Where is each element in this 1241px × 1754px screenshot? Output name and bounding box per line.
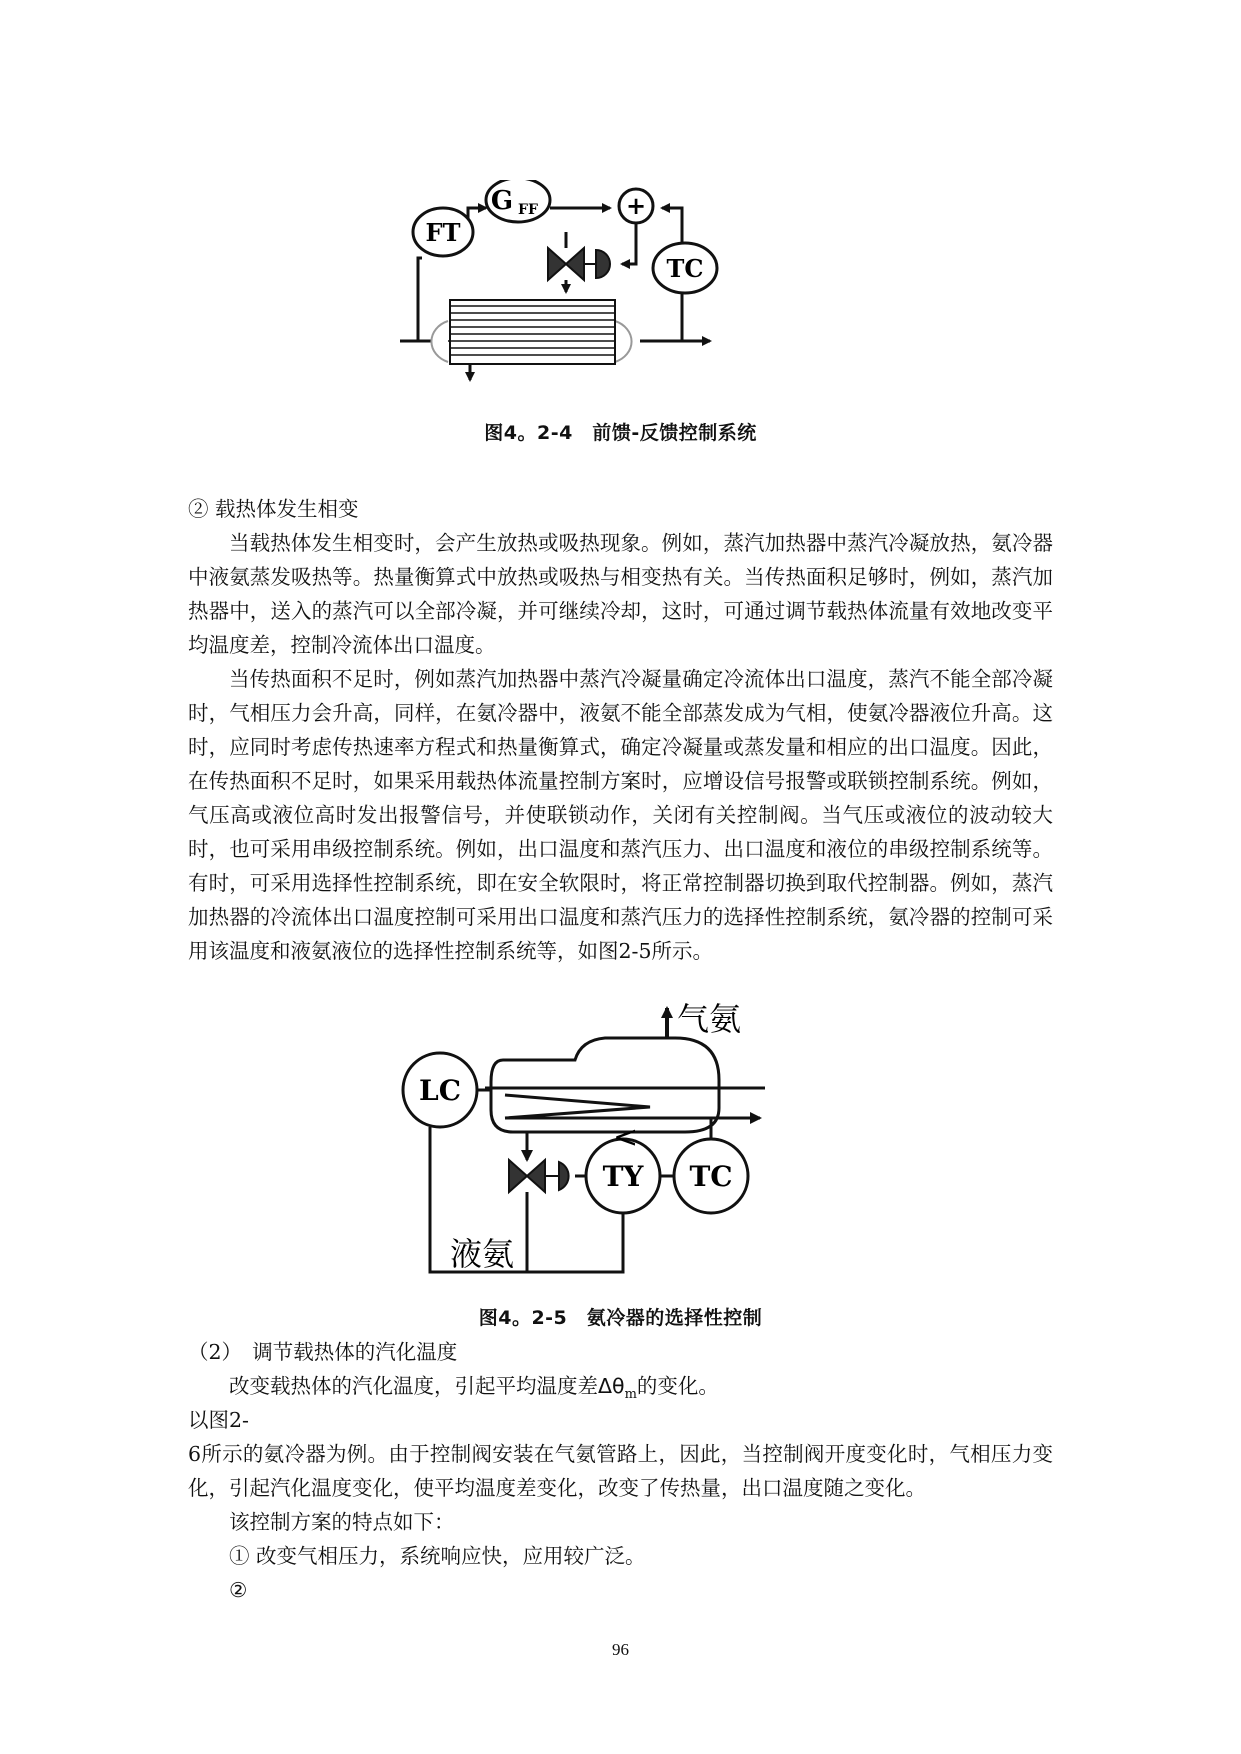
paragraph-3: 6所示的氨冷器为例。由于控制阀安装在气氨管路上，因此，当控制阀开度变化时，气相压力变化，引起汽化温度变化，使平均温度差变化，改变了传热量，出口温度随之变化。 <box>188 1442 1053 1500</box>
delta-theta-symbol: Δθ <box>598 1374 625 1398</box>
ty-label: TY <box>602 1160 644 1193</box>
gas-ammonia-label: 气氨 <box>677 1000 742 1038</box>
tc-label: TC <box>666 254 704 283</box>
lc-label: LC <box>419 1074 461 1107</box>
paragraph-line-1: 改变载热体的汽化温度，引起平均温度差$\Delta\theta_m$的变化。 <box>229 1374 719 1403</box>
feature-item-1: ① 改变气相压力，系统响应快，应用较广泛。 <box>229 1544 646 1568</box>
control-valve-icon <box>548 232 610 280</box>
gff-subscript: FF <box>518 202 538 218</box>
figure-feedforward-feedback-diagram <box>400 180 820 405</box>
figure-caption-4-2-4: 图4。2-4 前馈-反馈控制系统 <box>484 422 757 444</box>
figure-ammonia-cooler-selective-control-diagram <box>385 1000 785 1280</box>
tc-label-2: TC <box>689 1160 733 1193</box>
selector-symbol: < <box>613 1120 639 1155</box>
section-heading-vaporization-temp: （2） 调节载热体的汽化温度 <box>188 1340 458 1364</box>
control-valve-icon <box>509 1132 569 1272</box>
feature-item-2: ② <box>229 1578 248 1602</box>
figure-caption-4-2-5: 图4。2-5 氨冷器的选择性控制 <box>478 1307 763 1329</box>
section-heading-phase-change: ② 载热体发生相变 <box>188 497 359 521</box>
page-number: 96 <box>612 1640 629 1659</box>
features-intro: 该控制方案的特点如下： <box>229 1510 455 1534</box>
paragraph-line-2: 以图2- <box>188 1408 249 1432</box>
paragraph-1: 当载热体发生相变时，会产生放热或吸热现象。例如，蒸汽加热器中蒸汽冷凝放热，氨冷器中液氨蒸发吸热等。热量衡算式中放热或吸热与相变热有关。当传热面积足够时，例如，蒸汽加热器中，送入的蒸汽可以全部冷凝，并可继续冷却，这时，可通过调节载热体流量有效地改变平均温度差，控制冷流体出口温度。 <box>188 531 1053 657</box>
plus-label: + <box>625 191 647 220</box>
liquid-ammonia-label: 液氨 <box>450 1235 515 1273</box>
gff-label: G <box>490 186 514 216</box>
ft-label: FT <box>425 218 461 247</box>
paragraph-2: 当传热面积不足时，例如蒸汽加热器中蒸汽冷凝量确定冷流体出口温度，蒸汽不能全部冷凝时，气相压力会升高，同样，在氨冷器中，液氨不能全部蒸发成为气相，使氨冷器液位升高。这时，应同时考虑传热速率方程式和热量衡算式，确定冷凝量或蒸发量和相应的出口温度。因此，在传热面积不足时，如果采用载热体流量控制方案时，应增设信号报警或联锁控制系统。例如，气压高或液位高时发出报警信号，并使联锁动作，关闭有关控制阀。当气压或液位的波动较大时，也可采用串级控制系统。例如，出口温度和蒸汽压力、出口温度和液位的串级控制系统等。有时，可采用选择性控制系统，即在安全软限时，将正常控制器切换到取代控制器。例如，蒸汽加热器的冷流体出口温度控制可采用出口温度和蒸汽压力的选择性控制系统，氨冷器的控制可采用该温度和液氨液位的选择性控制系统等，如图2-5所示。 <box>188 667 1053 963</box>
